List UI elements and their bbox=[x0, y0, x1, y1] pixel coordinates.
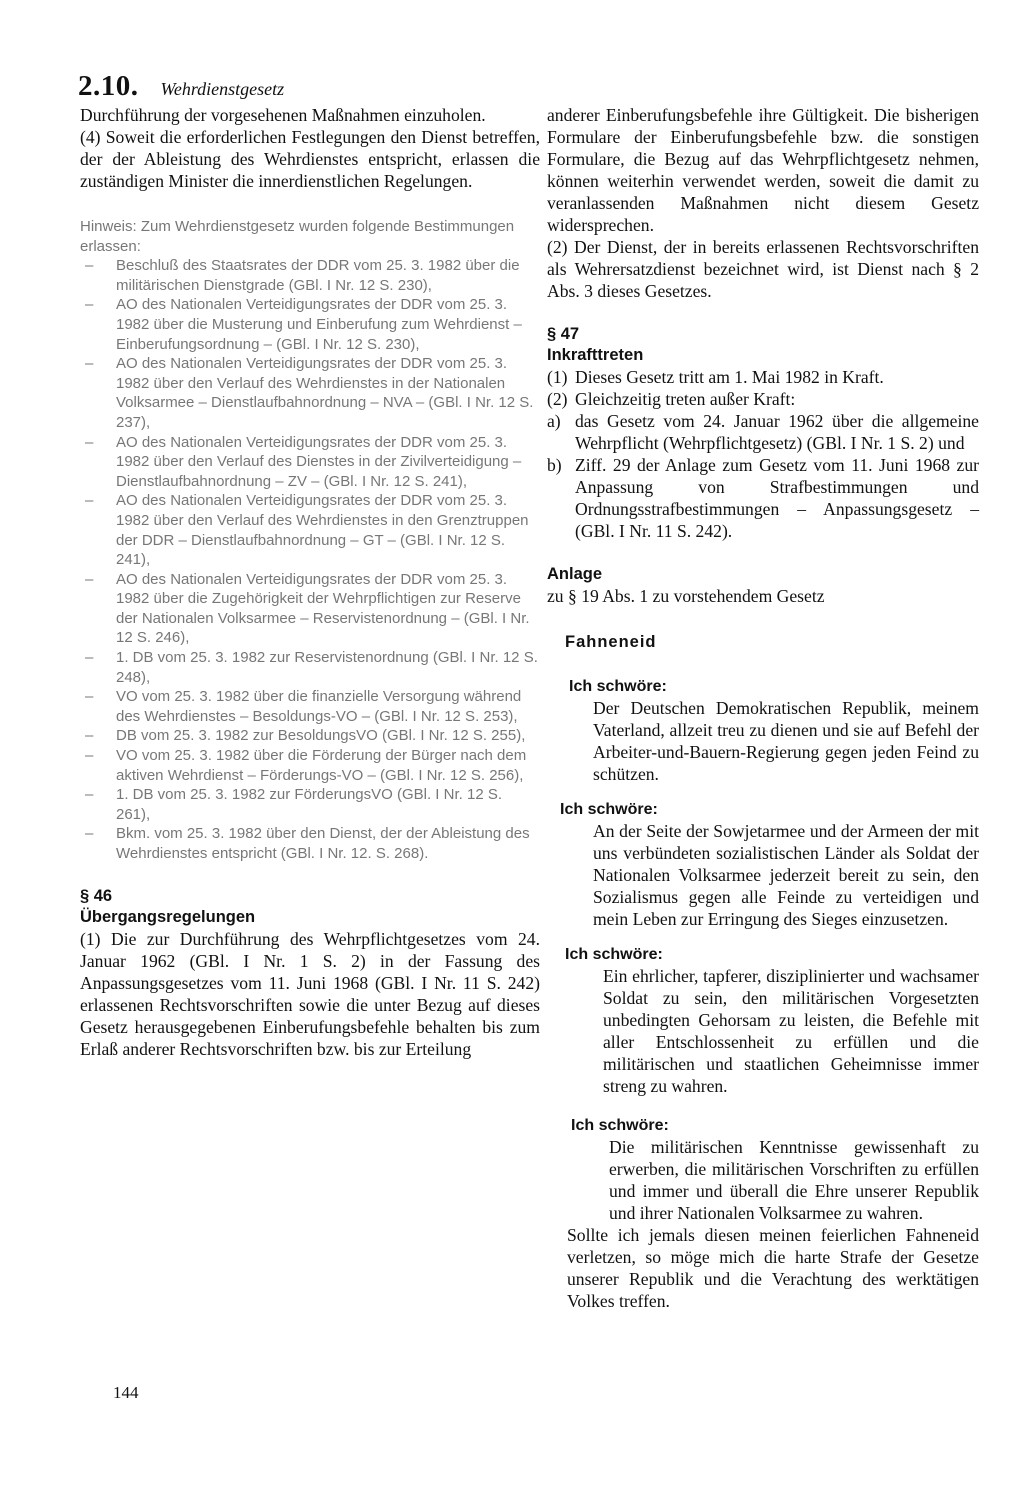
list-item: (1) Dieses Gesetz tritt am 1. Mai 1982 in Kraft. bbox=[547, 367, 884, 387]
hint-item: – VO vom 25. 3. 1982 über die Förderung der Bürger nach dem aktiven Wehrdienst – Förderungs-VO – (GBl. I Nr. 12 S. 256), bbox=[85, 747, 527, 784]
section-header bbox=[78, 70, 284, 103]
section-47-title: Inkrafttreten bbox=[547, 346, 644, 364]
hint-intro: Hinweis: Zum Wehrdienstgesetz wurden folgende Bestimmungen erlassen: bbox=[80, 218, 515, 255]
hint-item: – Beschluß des Staatsrates der DDR vom 25. 3. 1982 über die militärischen Dienstgrade (GBl. I Nr. 12 S. 230), bbox=[85, 257, 520, 294]
hint-item: – 1. DB vom 25. 3. 1982 zur FörderungsVO (GBl. I Nr. 12 S. 261), bbox=[85, 786, 503, 823]
oath-heading: Ich schwöre: bbox=[571, 1117, 669, 1134]
oath-3 bbox=[547, 944, 979, 1097]
hint-item: – AO des Nationalen Verteidigungsrates der DDR vom 25. 3. 1982 über die Musterung und Einberufung zum Wehrdienst – Einberufungsordnung – (GBl. I Nr. 12 S. 230), bbox=[85, 296, 522, 353]
section-47-list bbox=[547, 366, 979, 542]
hint-item: – AO des Nationalen Verteidigungsrates der DDR vom 25. 3. 1982 über den Verlauf des Wehrdienstes in der Nationalen Volksarmee – Dienstlaufbahnordnung – NVA – (GBl. I Nr. 12 S. 237), bbox=[85, 355, 534, 431]
hint-block bbox=[80, 217, 540, 864]
fahneneid-heading: Fahneneid bbox=[565, 633, 657, 651]
paragraph-continuation: Durchführung der vorgesehenen Maßnahmen einzuholen. bbox=[80, 105, 486, 125]
hint-item: – DB vom 25. 3. 1982 zur BesoldungsVO (GBl. I Nr. 12 S. 255), bbox=[85, 727, 526, 745]
section-47-number: § 47 bbox=[547, 325, 580, 343]
list-item: b) Ziff. 29 der Anlage zum Gesetz vom 11. Juni 1968 zur Anpassung von Strafbestimmungen und Ordnungsstrafbestimmungen – Anpassungsgesetz – (GBl. I Nr. 11 S. 242). bbox=[547, 455, 979, 541]
section-46-paragraph-2: (2) Der Dienst, der in bereits erlassenen Rechtsvorschriften als Wehrersatzdienst bezeichnet wird, ist Dienst nach § 2 Abs. 3 dieses Gesetzes. bbox=[547, 237, 979, 301]
section-number: 2.10. bbox=[78, 70, 139, 102]
section-46 bbox=[80, 886, 540, 1060]
oath-2 bbox=[547, 799, 979, 930]
paragraph-4: (4) Soweit die erforderlichen Festlegungen den Dienst betreffen, der der Ableistung des Wehrdienstes entspricht, erlassen die zuständigen Minister die innerdienstlichen Regelungen. bbox=[80, 127, 540, 191]
oath-heading: Ich schwöre: bbox=[565, 946, 663, 963]
oath-heading: Ich schwöre: bbox=[569, 678, 667, 695]
section-46-number: § 46 bbox=[80, 886, 113, 905]
section-46-text: (1) Die zur Durchführung des Wehrpflichtgesetzes vom 24. Januar 1962 (GBl. I Nr. 1 S. 2) in der Fassung des Anpassungsgesetzes vom 11. Juni 1968 (GBl. I Nr. 11 S. 242) erlassenen Rechtsvorschriften sowie die unter Bezug auf dieses Gesetz herausgegebenen Einberufungsbefehle behalten bis zum Erlaß anderer Rechtsvorschriften bzw. bis zur Erteilung bbox=[80, 928, 540, 1059]
hint-item: – AO des Nationalen Verteidigungsrates der DDR vom 25. 3. 1982 über den Verlauf des Wehrdienstes in den Grenztruppen der DDR – Dienstlaufbahnordnung – GT – (GBl. I Nr. 12 S. 241), bbox=[85, 492, 529, 569]
oath-text: Der Deutschen Demokratischen Republik, meinem Vaterland, allzeit treu zu dienen und sie auf Befehl der Arbeiter-und-Bauern-Regierung gegen jeden Feind zu schützen. bbox=[593, 698, 979, 784]
anlage-block bbox=[547, 564, 979, 607]
hint-item: – AO des Nationalen Verteidigungsrates der DDR vom 25. 3. 1982 über die Zugehörigkeit der Wehrpflichtigen zur Reserve der Nationalen Volksarmee – Reservistenordnung – (GBl. I Nr. 12 S. 246), bbox=[85, 570, 530, 647]
page-number: 144 bbox=[113, 1383, 139, 1402]
hint-item: – AO des Nationalen Verteidigungsrates der DDR vom 25. 3. 1982 über den Verlauf des Dienstes in der Zivilverteidigung – Dienstlaufbahnordnung – ZV – (GBl. I Nr. 12 S. 241), bbox=[85, 433, 522, 490]
left-column bbox=[80, 104, 540, 1060]
hint-item: – 1. DB vom 25. 3. 1982 zur Reservistenordnung (GBl. I Nr. 12 S. 248), bbox=[85, 649, 538, 686]
anlage-title: Anlage bbox=[547, 565, 603, 583]
section-47 bbox=[547, 324, 979, 542]
oath-4 bbox=[547, 1115, 979, 1224]
section-title: Wehrdienstgesetz bbox=[160, 79, 285, 99]
list-item: a) das Gesetz vom 24. Januar 1962 über die allgemeine Wehrpflicht (Wehrpflichtgesetz) (GBl. I Nr. 1 S. 2) und bbox=[547, 411, 979, 453]
oath-heading: Ich schwöre: bbox=[560, 801, 658, 818]
hint-item: – VO vom 25. 3. 1982 über die finanzielle Versorgung während des Wehrdienstes – Besoldungs-VO – (GBl. I Nr. 12 S. 253), bbox=[85, 688, 522, 725]
oath-text: Ein ehrlicher, tapferer, disziplinierter und wachsamer Soldat zu sein, den militärischen Vorgesetzten unbedingten Gehorsam zu leisten, die Befehle mit aller Entschlossenheit zu erfüllen und die militärischen und staatlichen Geheimnisse immer streng zu wahren. bbox=[603, 966, 979, 1096]
closing-paragraph: Sollte ich jemals diesen meinen feierlichen Fahneneid verletzen, so möge mich die harte Strafe der Gesetze unserer Republik und die Verachtung des werktätigen Volkes treffen. bbox=[567, 1225, 979, 1311]
hint-item: – Bkm. vom 25. 3. 1982 über den Dienst, der der Ableistung des Wehrdienstes entspricht (GBl. I Nr. 12. S. 268). bbox=[85, 825, 530, 862]
section-46-title: Übergangsregelungen bbox=[80, 907, 256, 926]
hint-list bbox=[80, 256, 540, 863]
anlage-subtitle: zu § 19 Abs. 1 zu vorstehendem Gesetz bbox=[547, 586, 825, 606]
section-46-continuation: anderer Einberufungsbefehle ihre Gültigkeit. Die bisherigen Formulare der Einberufungsbefehle bzw. die sonstigen Formulare, die Bezug auf das Wehrpflichtgesetz nehmen, können weiterhin verwendet werden, soweit die damit zu veranlassenden Maßnahmen nicht diesem Gesetz widersprechen. bbox=[547, 105, 979, 235]
list-item: (2) Gleichzeitig treten außer Kraft: bbox=[547, 389, 796, 409]
right-column bbox=[547, 104, 979, 1312]
oath-text: Die militärischen Kenntnisse gewissenhaft zu erwerben, die militärischen Vorschriften zu erfüllen und immer und überall die Ehre unserer Republik und ihrer Nationalen Volksarmee zu wahren. bbox=[609, 1137, 979, 1223]
oath-1 bbox=[547, 676, 979, 785]
oath-text: An der Seite der Sowjetarmee und der Armeen der mit uns verbündeten sozialistischen Länder als Soldat der Nationalen Volksarmee jederzeit bereit zu sein, den Sozialismus gegen alle Feinde zu verteidigen und mein Leben zur Erringung des Sieges einzusetzen. bbox=[593, 821, 979, 929]
